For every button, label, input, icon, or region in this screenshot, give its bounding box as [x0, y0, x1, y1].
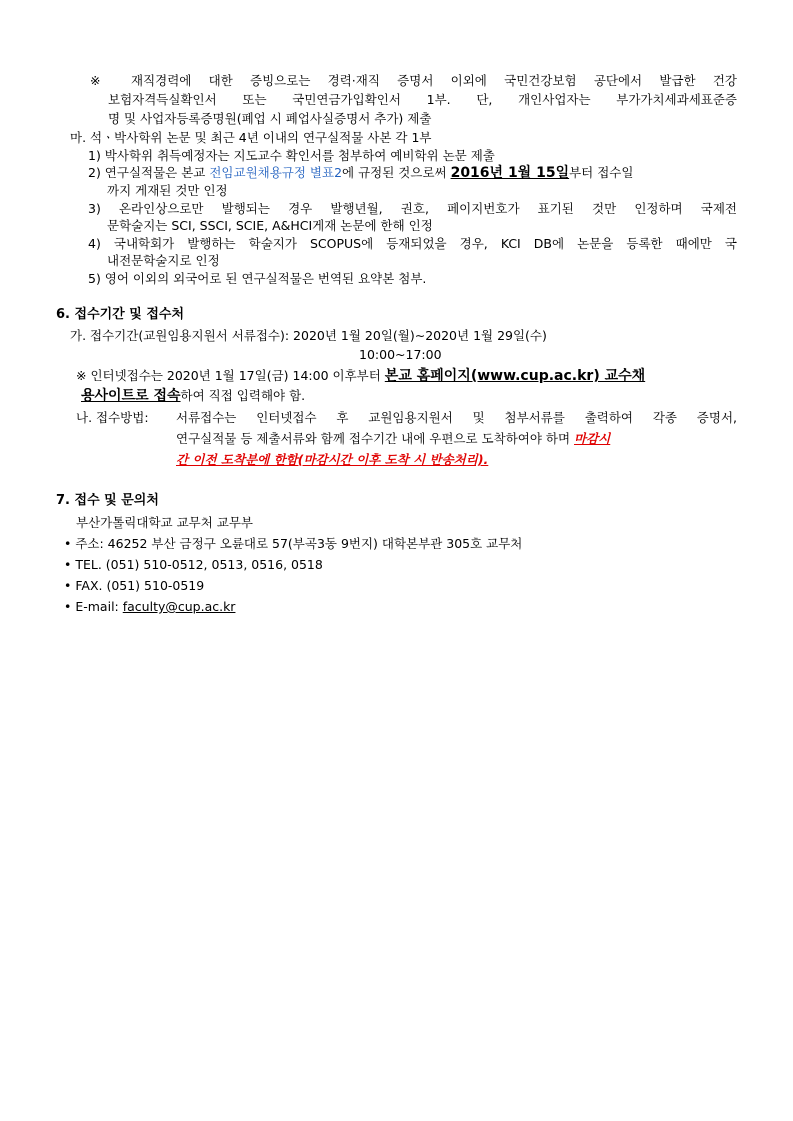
ma-item-2-post: 부터 접수일	[569, 165, 634, 180]
contact-fax: • FAX. (051) 510-0519	[64, 578, 205, 593]
internet-note-line1	[76, 367, 645, 385]
method-line2-pre: 연구실적물 등 제출서류와 함께 접수기간 내에 우편으로 도착하여야 하며	[176, 431, 575, 446]
ma-item-3-line2: 문학술지는 SCI, SSCI, SCIE, A&HCI게재 논문에 한해 인정	[107, 218, 433, 233]
regulation-link[interactable]: 전임교원채용규정 별표2	[209, 165, 343, 180]
career-note-line2: 보험자격득실확인서 또는 국민연금가입확인서 1부. 단, 개인사업자는 부가가치세과세표준증	[108, 92, 737, 107]
section-7-heading: 7. 접수 및 문의처	[56, 493, 159, 508]
deadline-warning-part2: 간 이전 도착분에 한함(마감시간 이후 도착 시 반송처리).	[176, 452, 489, 467]
ma-item-2-line2: 까지 게재된 것만 인정	[107, 183, 228, 198]
internet-note-post: 하여 직접 입력해야 함.	[180, 388, 306, 403]
career-note-line3: 명 및 사업자등록증명원(폐업 시 폐업사실증명서 추가) 제출	[108, 111, 432, 126]
ma-item-4-line1: 4) 국내학회가 발행하는 학술지가 SCOPUS에 등재되었을 경우, KCI DB에 논문을 등록한 때에만 국	[88, 236, 737, 251]
internet-note-pre: ※ 인터넷접수는 2020년 1월 17일(금) 14:00 이후부터	[76, 368, 385, 383]
ma-item-3-line1: 3) 온라인상으로만 발행되는 경우 발행년월, 권호, 페이지번호가 표기된 것만 인정하며 국제전	[88, 201, 737, 216]
ma-item-2-date: 2016년 1월 15일	[450, 165, 570, 181]
ma-item-2-pre: 2) 연구실적물은 본교	[88, 165, 210, 180]
method-label: 나. 접수방법:	[76, 410, 149, 425]
contact-email-row	[64, 598, 235, 616]
reception-hours: 10:00~17:00	[359, 347, 442, 362]
contact-address: • 주소: 46252 부산 금정구 오륜대로 57(부곡3동 9번지) 대학본부관 305호 교무처	[64, 536, 523, 551]
section-6-heading: 6. 접수기간 및 접수처	[56, 307, 185, 322]
email-link[interactable]: faculty@cup.ac.kr	[122, 599, 236, 614]
method-line1: 서류접수는 인터넷접수 후 교원임용지원서 및 첨부서류를 출력하여 각종 증명서,	[176, 410, 737, 425]
faculty-site-link[interactable]: 용사이트로 접속	[81, 388, 181, 404]
ma-item-2-mid: 에 규정된 것으로써	[342, 165, 451, 180]
ma-item-2	[88, 164, 633, 182]
section-ma-heading: 마. 석ㆍ박사학위 논문 및 최근 4년 이내의 연구실적물 사본 각 1부	[70, 130, 432, 145]
contact-tel: • TEL. (051) 510-0512, 0513, 0516, 0518	[64, 557, 323, 572]
internet-note-line2	[81, 387, 305, 405]
reception-period: 가. 접수기간(교원임용지원서 서류접수): 2020년 1월 20일(월)∼2020년 1월 29일(수)	[70, 328, 547, 343]
ma-item-5: 5) 영어 이외의 외국어로 된 연구실적물은 번역된 요약본 첨부.	[88, 271, 427, 286]
deadline-warning-part1: 마감시	[574, 431, 611, 446]
homepage-link[interactable]: 본교 홈페이지(www.cup.ac.kr) 교수채	[384, 368, 646, 384]
contact-org: 부산가톨릭대학교 교무처 교무부	[76, 515, 253, 530]
ma-item-4-line2: 내전문학술지로 인정	[107, 253, 220, 268]
email-label: • E-mail:	[64, 599, 123, 614]
career-note-line1: ※ 재직경력에 대한 증빙으로는 경력·재직 증명서 이외에 국민건강보험 공단에서 발급한 건강	[90, 73, 737, 88]
ma-item-1: 1) 박사학위 취득예정자는 지도교수 확인서를 첨부하여 예비학위 논문 제출	[88, 148, 495, 163]
method-line2	[176, 430, 610, 448]
